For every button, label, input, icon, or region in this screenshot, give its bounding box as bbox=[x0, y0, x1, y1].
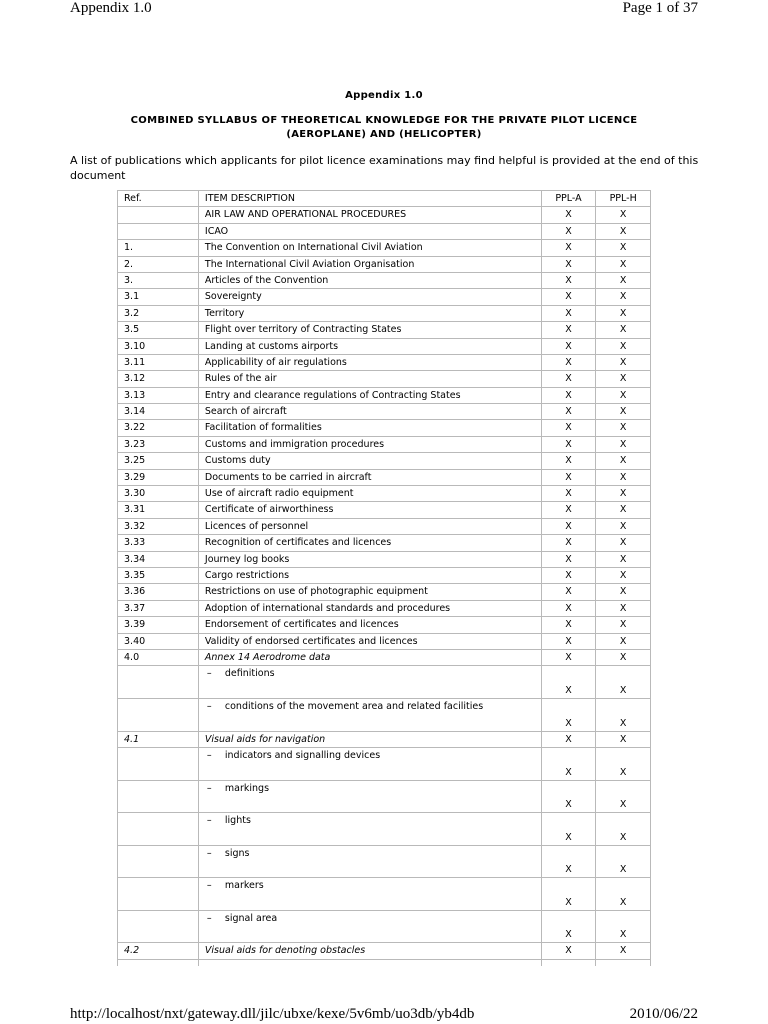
table-row bbox=[118, 404, 651, 420]
row-desc-text: definitions bbox=[224, 668, 275, 680]
row-ref: 3.39 bbox=[118, 617, 199, 633]
table-row bbox=[118, 617, 651, 633]
row-ref bbox=[118, 813, 199, 846]
row-ref: 4.1 bbox=[118, 731, 199, 747]
row-desc: Endorsement of certificates and licences bbox=[198, 617, 541, 633]
row-ref bbox=[118, 698, 199, 731]
row-ppl-a: X bbox=[541, 617, 596, 633]
row-ppl-a: X bbox=[541, 567, 596, 583]
row-ref bbox=[118, 910, 199, 943]
row-ref bbox=[118, 666, 199, 699]
row-ppl-h: X bbox=[596, 731, 651, 747]
document-subtitle bbox=[80, 114, 688, 142]
row-ppl-a: X bbox=[541, 780, 596, 813]
row-desc: Customs and immigration procedures bbox=[198, 436, 541, 452]
row-desc: Adoption of international standards and procedures bbox=[198, 600, 541, 616]
row-ppl-h: X bbox=[596, 453, 651, 469]
row-ppl-h: X bbox=[596, 223, 651, 239]
table-row bbox=[118, 322, 651, 338]
table-row bbox=[118, 943, 651, 959]
row-ppl-h: X bbox=[596, 272, 651, 288]
row-ref: 3.22 bbox=[118, 420, 199, 436]
row-ref: 3.10 bbox=[118, 338, 199, 354]
row-desc: Use of aircraft radio equipment bbox=[198, 486, 541, 502]
row-desc: Licences of personnel bbox=[198, 518, 541, 534]
row-ref: 3.29 bbox=[118, 469, 199, 485]
page-header-page-number: Page 1 of 37 bbox=[622, 0, 698, 16]
row-ppl-h: X bbox=[596, 845, 651, 878]
row-ppl-a: X bbox=[541, 338, 596, 354]
row-desc: Entry and clearance regulations of Contracting States bbox=[198, 387, 541, 403]
row-ppl-a: X bbox=[541, 502, 596, 518]
row-ppl-a: X bbox=[541, 322, 596, 338]
row-ref: 2. bbox=[118, 256, 199, 272]
row-ref: 3.40 bbox=[118, 633, 199, 649]
syllabus-table bbox=[117, 190, 651, 966]
row-ref: 4.2 bbox=[118, 943, 199, 959]
table-row bbox=[118, 633, 651, 649]
row-ref bbox=[118, 207, 199, 223]
row-desc: Search of aircraft bbox=[198, 404, 541, 420]
table-row bbox=[118, 207, 651, 223]
row-ppl-h: X bbox=[596, 666, 651, 699]
row-desc-text: lights bbox=[224, 815, 251, 827]
table-row bbox=[118, 649, 651, 665]
row-ref: 3.25 bbox=[118, 453, 199, 469]
row-ppl-h: X bbox=[596, 535, 651, 551]
table-row bbox=[118, 666, 651, 699]
table-row bbox=[118, 878, 651, 911]
row-ppl-h: X bbox=[596, 617, 651, 633]
page-footer-date: 2010/06/22 bbox=[629, 1006, 698, 1022]
row-desc: Recognition of certificates and licences bbox=[198, 535, 541, 551]
row-ppl-a: X bbox=[541, 731, 596, 747]
row-ppl-h: X bbox=[596, 910, 651, 943]
table-header-row bbox=[118, 191, 651, 207]
page-footer-url: http://localhost/nxt/gateway.dll/jilc/ubxe/kexe/5v6mb/uo3db/yb4db bbox=[70, 1006, 475, 1022]
row-desc: The International Civil Aviation Organisation bbox=[198, 256, 541, 272]
row-ref: 3.1 bbox=[118, 289, 199, 305]
row-ppl-h: X bbox=[596, 404, 651, 420]
subtitle-line-1: COMBINED SYLLABUS OF THEORETICAL KNOWLEDGE FOR THE PRIVATE PILOT LICENCE bbox=[130, 115, 638, 126]
row-ppl-h: X bbox=[596, 600, 651, 616]
row-ppl-h: X bbox=[596, 813, 651, 846]
row-ref: 4.0 bbox=[118, 649, 199, 665]
table-row bbox=[118, 354, 651, 370]
header-ppl-h: PPL-H bbox=[596, 191, 651, 207]
row-ppl-a: X bbox=[541, 943, 596, 959]
list-dash: – bbox=[206, 782, 212, 794]
row-ppl-a: X bbox=[541, 354, 596, 370]
table-row bbox=[118, 240, 651, 256]
row-ppl-a: X bbox=[541, 256, 596, 272]
row-desc: Certificate of airworthiness bbox=[198, 502, 541, 518]
row-desc-text: markings bbox=[224, 782, 270, 794]
row-ppl-a: X bbox=[541, 453, 596, 469]
row-ppl-a: X bbox=[541, 223, 596, 239]
row-ref: 3.35 bbox=[118, 567, 199, 583]
row-desc bbox=[198, 747, 541, 780]
table-row bbox=[118, 845, 651, 878]
row-ppl-h: X bbox=[596, 240, 651, 256]
row-ppl-a: X bbox=[541, 535, 596, 551]
row-desc-text: signal area bbox=[224, 912, 278, 924]
page-header-left: Appendix 1.0 bbox=[70, 0, 152, 16]
table-row bbox=[118, 289, 651, 305]
table-row bbox=[118, 518, 651, 534]
table-row bbox=[118, 469, 651, 485]
row-desc bbox=[198, 698, 541, 731]
row-ref: 3.14 bbox=[118, 404, 199, 420]
row-ppl-a: X bbox=[541, 666, 596, 699]
row-ref bbox=[118, 747, 199, 780]
row-desc: Sovereignty bbox=[198, 289, 541, 305]
row-ref: 3.23 bbox=[118, 436, 199, 452]
row-desc: Customs duty bbox=[198, 453, 541, 469]
row-ref: 3.30 bbox=[118, 486, 199, 502]
table-row bbox=[118, 453, 651, 469]
row-ppl-a: X bbox=[541, 518, 596, 534]
row-desc: Articles of the Convention bbox=[198, 272, 541, 288]
table-row bbox=[118, 436, 651, 452]
table-row bbox=[118, 371, 651, 387]
list-dash: – bbox=[206, 880, 212, 892]
table-row bbox=[118, 813, 651, 846]
table-row bbox=[118, 600, 651, 616]
row-ppl-h: X bbox=[596, 518, 651, 534]
row-ppl-a: X bbox=[541, 486, 596, 502]
row-ppl-h: X bbox=[596, 207, 651, 223]
row-desc: Landing at customs airports bbox=[198, 338, 541, 354]
row-ppl-h: X bbox=[596, 420, 651, 436]
row-desc bbox=[198, 813, 541, 846]
row-desc: Facilitation of formalities bbox=[198, 420, 541, 436]
table-row bbox=[118, 223, 651, 239]
row-ppl-h: X bbox=[596, 878, 651, 911]
row-ref: 3.31 bbox=[118, 502, 199, 518]
row-ppl-h: X bbox=[596, 338, 651, 354]
table-row bbox=[118, 272, 651, 288]
row-ppl-a: X bbox=[541, 289, 596, 305]
row-ppl-a: X bbox=[541, 305, 596, 321]
table-row bbox=[118, 256, 651, 272]
intro-paragraph: A list of publications which applicants for pilot licence examinations may find helpful is provided at the end of this document bbox=[70, 154, 699, 182]
row-ref: 3.13 bbox=[118, 387, 199, 403]
row-desc: Documents to be carried in aircraft bbox=[198, 469, 541, 485]
header-item-description: ITEM DESCRIPTION bbox=[198, 191, 541, 207]
row-desc: Applicability of air regulations bbox=[198, 354, 541, 370]
row-ref bbox=[118, 845, 199, 878]
row-ppl-h: X bbox=[596, 943, 651, 959]
row-ppl-a: X bbox=[541, 551, 596, 567]
row-ppl-a: X bbox=[541, 878, 596, 911]
row-desc: Visual aids for denoting obstacles bbox=[198, 943, 541, 959]
row-ppl-h: X bbox=[596, 256, 651, 272]
row-ppl-a: X bbox=[541, 371, 596, 387]
list-dash: – bbox=[206, 749, 212, 761]
row-desc-text: indicators and signalling devices bbox=[224, 749, 381, 761]
row-ref: 3.11 bbox=[118, 354, 199, 370]
row-ppl-h: X bbox=[596, 305, 651, 321]
header-ppl-a: PPL-A bbox=[541, 191, 596, 207]
row-ppl-h: X bbox=[596, 469, 651, 485]
table-row bbox=[118, 502, 651, 518]
row-ref bbox=[118, 959, 199, 966]
list-dash: – bbox=[206, 668, 212, 680]
table-row bbox=[118, 551, 651, 567]
row-ref: 3.5 bbox=[118, 322, 199, 338]
row-desc: Flight over territory of Contracting States bbox=[198, 322, 541, 338]
table-row bbox=[118, 698, 651, 731]
table-row bbox=[118, 305, 651, 321]
row-ppl-h: X bbox=[596, 322, 651, 338]
row-desc: ICAO bbox=[198, 223, 541, 239]
row-ref: 3.34 bbox=[118, 551, 199, 567]
table-row bbox=[118, 910, 651, 943]
row-ppl-h: X bbox=[596, 436, 651, 452]
row-ppl-h: X bbox=[596, 649, 651, 665]
row-ppl-a: X bbox=[541, 633, 596, 649]
row-desc bbox=[198, 878, 541, 911]
row-ppl-h bbox=[596, 959, 651, 966]
row-desc bbox=[198, 910, 541, 943]
header-ref: Ref. bbox=[118, 191, 199, 207]
table-row bbox=[118, 420, 651, 436]
row-ppl-h: X bbox=[596, 551, 651, 567]
row-desc: Journey log books bbox=[198, 551, 541, 567]
row-ppl-h: X bbox=[596, 502, 651, 518]
row-ppl-a: X bbox=[541, 747, 596, 780]
row-ref: 3.37 bbox=[118, 600, 199, 616]
table-row bbox=[118, 567, 651, 583]
row-desc: Restrictions on use of photographic equipment bbox=[198, 584, 541, 600]
row-ppl-a: X bbox=[541, 813, 596, 846]
row-ref: 3.2 bbox=[118, 305, 199, 321]
row-ref: 3. bbox=[118, 272, 199, 288]
document-title: Appendix 1.0 bbox=[345, 90, 423, 101]
row-ppl-a: X bbox=[541, 698, 596, 731]
table-row bbox=[118, 486, 651, 502]
row-ppl-a: X bbox=[541, 420, 596, 436]
row-ppl-h: X bbox=[596, 486, 651, 502]
row-ppl-a: X bbox=[541, 910, 596, 943]
row-ref bbox=[118, 223, 199, 239]
row-ppl-h: X bbox=[596, 354, 651, 370]
row-desc-text: signs bbox=[224, 847, 250, 859]
row-ppl-a: X bbox=[541, 845, 596, 878]
row-desc: Annex 14 Aerodrome data bbox=[198, 649, 541, 665]
row-desc bbox=[198, 666, 541, 699]
table-row bbox=[118, 747, 651, 780]
row-ref: 3.12 bbox=[118, 371, 199, 387]
row-ppl-a: X bbox=[541, 600, 596, 616]
row-ppl-a bbox=[541, 959, 596, 966]
row-ppl-a: X bbox=[541, 272, 596, 288]
row-ppl-a: X bbox=[541, 207, 596, 223]
row-ppl-h: X bbox=[596, 780, 651, 813]
list-dash: – bbox=[206, 847, 212, 859]
row-desc-text: markers bbox=[224, 880, 264, 892]
row-desc-text: conditions of the movement area and related facilities bbox=[224, 700, 484, 712]
row-ppl-a: X bbox=[541, 649, 596, 665]
row-ppl-h: X bbox=[596, 633, 651, 649]
row-ppl-h: X bbox=[596, 584, 651, 600]
row-ppl-h: X bbox=[596, 387, 651, 403]
row-ppl-a: X bbox=[541, 240, 596, 256]
table-row bbox=[118, 584, 651, 600]
row-ppl-h: X bbox=[596, 567, 651, 583]
list-dash: – bbox=[206, 912, 212, 924]
row-ppl-a: X bbox=[541, 584, 596, 600]
table-row bbox=[118, 535, 651, 551]
row-desc: AIR LAW AND OPERATIONAL PROCEDURES bbox=[198, 207, 541, 223]
row-desc: Territory bbox=[198, 305, 541, 321]
row-ppl-h: X bbox=[596, 289, 651, 305]
table-row bbox=[118, 387, 651, 403]
row-desc: Visual aids for navigation bbox=[198, 731, 541, 747]
row-ppl-h: X bbox=[596, 698, 651, 731]
row-ppl-a: X bbox=[541, 469, 596, 485]
row-ref: 3.36 bbox=[118, 584, 199, 600]
row-desc: The Convention on International Civil Aviation bbox=[198, 240, 541, 256]
row-desc bbox=[198, 845, 541, 878]
row-ref: 1. bbox=[118, 240, 199, 256]
table-row bbox=[118, 780, 651, 813]
row-ppl-h: X bbox=[596, 747, 651, 780]
subtitle-line-2: (AEROPLANE) AND (HELICOPTER) bbox=[286, 129, 482, 140]
row-ppl-a: X bbox=[541, 436, 596, 452]
row-ppl-a: X bbox=[541, 404, 596, 420]
list-dash: – bbox=[206, 700, 212, 712]
row-ppl-h: X bbox=[596, 371, 651, 387]
row-desc bbox=[198, 780, 541, 813]
table-row-continuation bbox=[118, 959, 651, 966]
row-desc: Rules of the air bbox=[198, 371, 541, 387]
table-row bbox=[118, 731, 651, 747]
row-desc: Cargo restrictions bbox=[198, 567, 541, 583]
row-ppl-a: X bbox=[541, 387, 596, 403]
row-ref bbox=[118, 780, 199, 813]
row-ref bbox=[118, 878, 199, 911]
list-dash: – bbox=[206, 815, 212, 827]
row-ref: 3.33 bbox=[118, 535, 199, 551]
row-desc bbox=[198, 959, 541, 966]
row-ref: 3.32 bbox=[118, 518, 199, 534]
table-row bbox=[118, 338, 651, 354]
row-desc: Validity of endorsed certificates and licences bbox=[198, 633, 541, 649]
